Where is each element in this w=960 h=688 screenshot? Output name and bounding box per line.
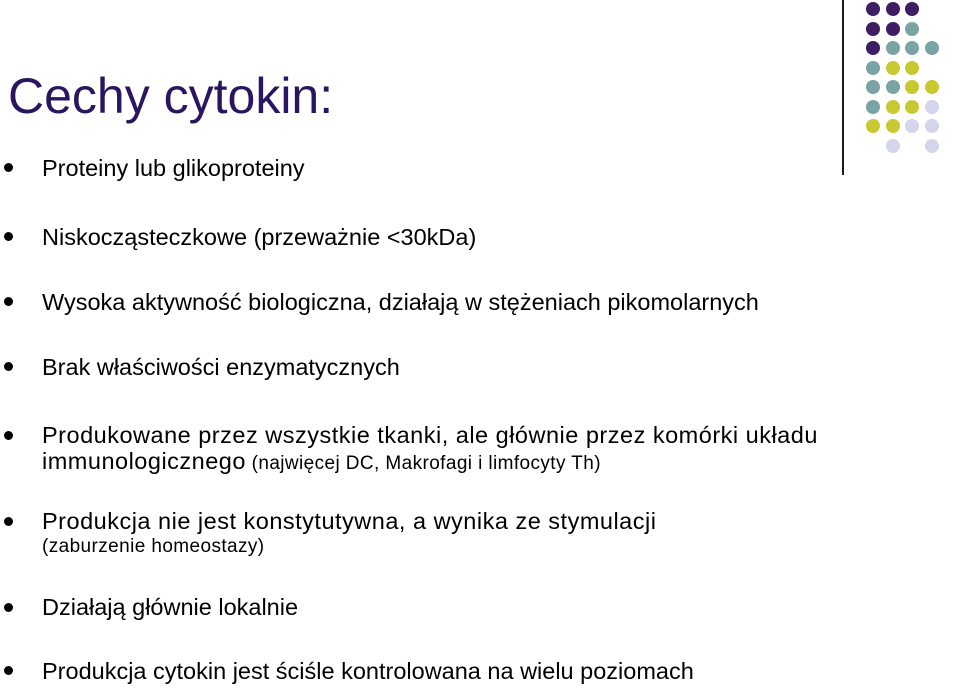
bullet-item-8: Produkcja cytokin jest ściśle kontrolowana na wielu poziomach bbox=[42, 658, 694, 684]
bullet-dot-icon bbox=[4, 362, 13, 371]
decorative-dot-icon bbox=[886, 119, 900, 133]
bullet-item-6-note: (zaburzenie homeostazy) bbox=[42, 536, 265, 557]
decorative-dot-icon bbox=[886, 80, 900, 94]
decorative-dot-icon bbox=[886, 139, 900, 153]
decorative-dot-icon bbox=[905, 22, 919, 36]
decorative-dot-icon bbox=[905, 41, 919, 55]
bullet-item-7: Działają głównie lokalnie bbox=[42, 594, 299, 620]
decorative-dot-icon bbox=[925, 119, 939, 133]
bullet-item-6-line1: Produkcja nie jest konstytutywna, a wynika ze stymulacji bbox=[42, 508, 657, 534]
bullet-item-5-line1: Produkowane przez wszystkie tkanki, ale głównie przez komórki układu bbox=[42, 422, 818, 448]
decorative-dot-icon bbox=[886, 2, 900, 16]
decorative-dot-icon bbox=[925, 80, 939, 94]
decorative-dot-icon bbox=[866, 61, 880, 75]
decorative-dot-icon bbox=[925, 139, 939, 153]
bullet-item-5-main: immunologicznego bbox=[42, 448, 246, 474]
bullet-dot-icon bbox=[4, 297, 13, 306]
decorative-dot-icon bbox=[905, 80, 919, 94]
decorative-dot-icon bbox=[866, 119, 880, 133]
decorative-dot-icon bbox=[905, 100, 919, 114]
bullet-item-5-note: (najwięcej DC, Makrofagi i limfocyty Th) bbox=[245, 453, 601, 474]
bullet-dot-icon bbox=[4, 163, 13, 172]
decorative-dot-icon bbox=[866, 2, 880, 16]
bullet-item-5 bbox=[42, 422, 818, 477]
decorative-dot-icon bbox=[866, 22, 880, 36]
decorative-dot-icon bbox=[905, 61, 919, 75]
bullet-item-3: Wysoka aktywność biologiczna, działają w stężeniach pikomolarnych bbox=[42, 289, 759, 315]
decorative-dot-icon bbox=[886, 100, 900, 114]
decorative-dot-icon bbox=[866, 80, 880, 94]
bullet-item-5-line2 bbox=[42, 448, 818, 477]
bullet-item-2: Niskocząsteczkowe (przeważnie <30kDa) bbox=[42, 224, 477, 250]
bullet-item-6 bbox=[42, 508, 656, 560]
decorative-dot-icon bbox=[925, 41, 939, 55]
bullet-item-4: Brak właściwości enzymatycznych bbox=[42, 354, 400, 380]
decorative-dot-icon bbox=[866, 41, 880, 55]
bullet-dot-icon bbox=[4, 431, 13, 440]
bullet-dot-icon bbox=[4, 517, 13, 526]
bullet-dot-icon bbox=[4, 603, 13, 612]
decorative-dot-icon bbox=[886, 61, 900, 75]
slide-title: Cechy cytokin: bbox=[8, 68, 334, 124]
decorative-dot-icon bbox=[905, 119, 919, 133]
decorative-dot-icon bbox=[886, 22, 900, 36]
decorative-dot-icon bbox=[866, 100, 880, 114]
decorative-dot-icon bbox=[886, 41, 900, 55]
decorative-dot-icon bbox=[925, 100, 939, 114]
bullet-item-1: Proteiny lub glikoproteiny bbox=[42, 155, 305, 181]
bullet-dot-icon bbox=[4, 232, 13, 241]
decorative-dot-icon bbox=[905, 2, 919, 16]
bullet-dot-icon bbox=[4, 666, 13, 675]
accent-divider-line bbox=[842, 0, 844, 175]
